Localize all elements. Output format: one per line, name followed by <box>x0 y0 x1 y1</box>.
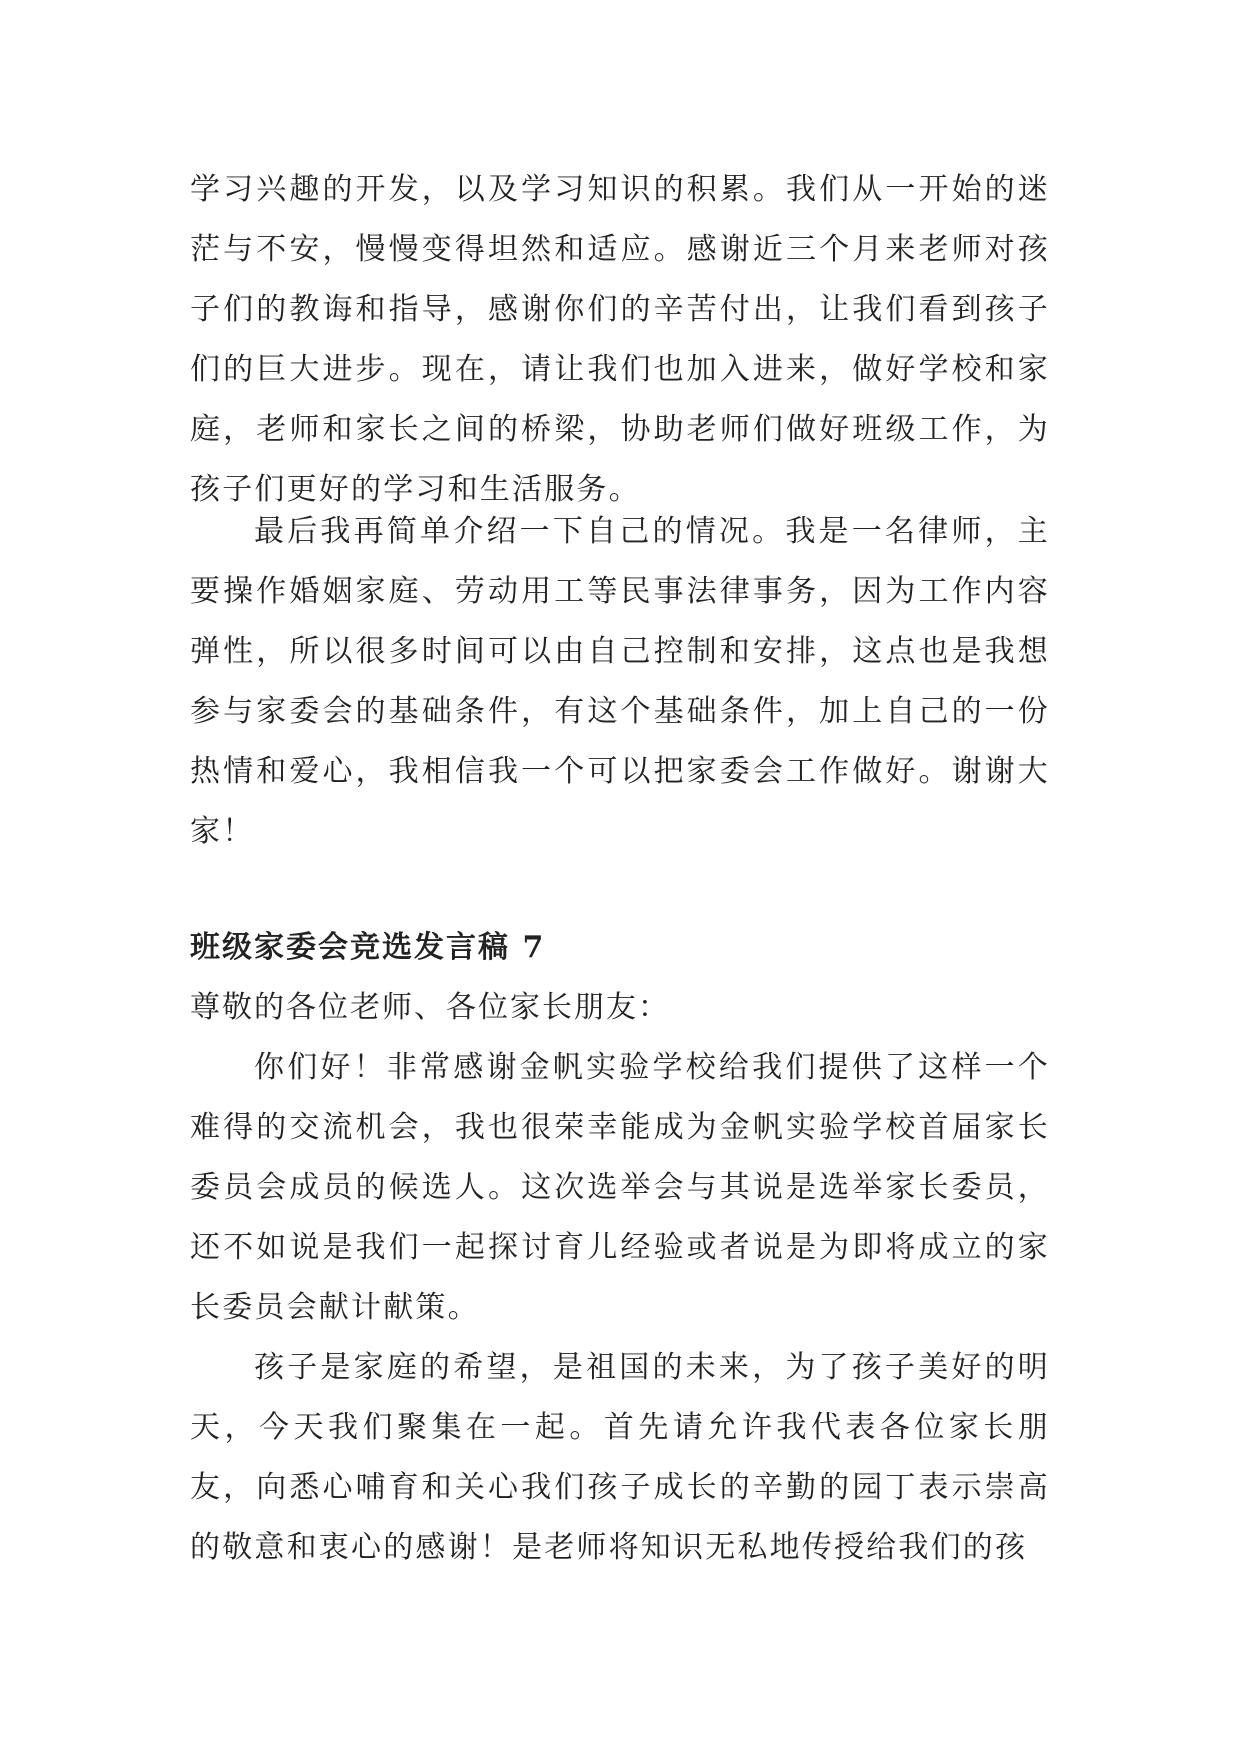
salutation: 尊敬的各位老师、各位家长朋友： <box>190 990 670 1025</box>
previous-speech-body <box>190 160 1050 520</box>
body-paragraph-2: 孩子是家庭的希望，是祖国的未来，为了孩子美好的明天，今天我们聚集在一起。首先请允许我代表各位家长朋友，向悉心哺育和关心我们孩子成长的辛勤的园丁表示崇高的敬意和衷心的感谢！是老师将知识无私地传授给我们的孩 <box>190 1350 1050 1565</box>
previous-speech-closing <box>190 502 1050 862</box>
speech-7-section <box>190 918 1050 1578</box>
closing-paragraph: 最后我再简单介绍一下自己的情况。我是一名律师，主要操作婚姻家庭、劳动用工等民事法律事务，因为工作内容弹性，所以很多时间可以由自己控制和安排，这点也是我想参与家委会的基础条件，有这个基础条件，加上自己的一份热情和爱心，我相信我一个可以把家委会工作做好。谢谢大家！ <box>190 514 1050 849</box>
body-paragraph-1: 你们好！非常感谢金帆实验学校给我们提供了这样一个难得的交流机会，我也很荣幸能成为金帆实验学校首届家长委员会成员的候选人。这次选举会与其说是选举家长委员，还不如说是我们一起探讨育儿经验或者说是为即将成立的家长委员会献计献策。 <box>190 1050 1050 1325</box>
continuation-paragraph: 学习兴趣的开发，以及学习知识的积累。我们从一开始的迷茫与不安，慢慢变得坦然和适应。感谢近三个月来老师对孩子们的教诲和指导，感谢你们的辛苦付出，让我们看到孩子们的巨大进步。现在，请让我们也加入进来，做好学校和家庭，老师和家长之间的桥梁，协助老师们做好班级工作，为孩子们更好的学习和生活服务。 <box>190 172 1050 507</box>
section-title: 班级家委会竞选发言稿 7 <box>190 930 546 965</box>
